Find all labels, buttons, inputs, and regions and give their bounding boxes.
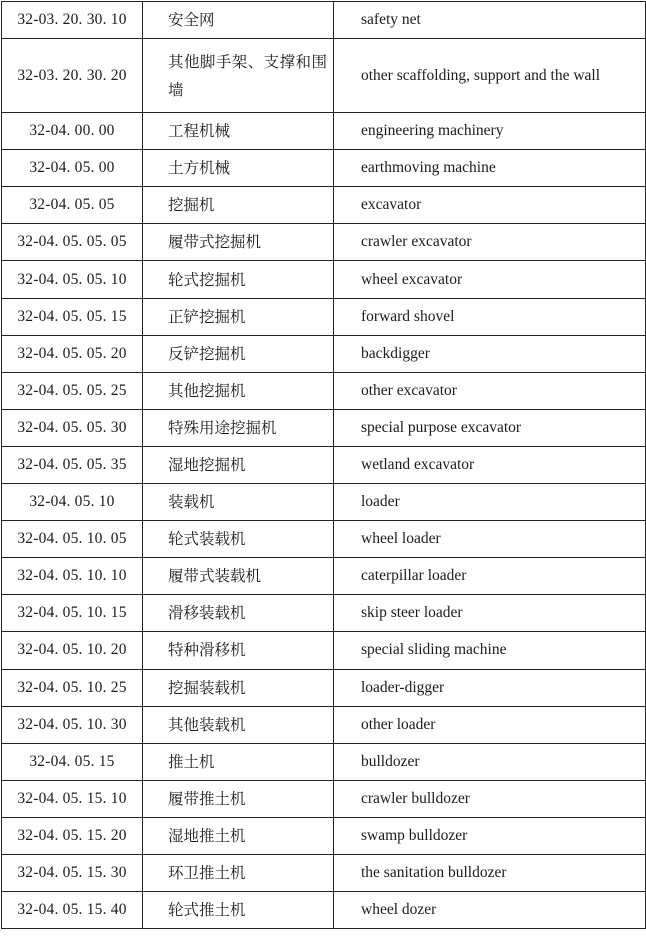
- english-term-cell: safety net: [334, 2, 646, 39]
- chinese-term-cell: 特种滑移机: [143, 632, 334, 669]
- code-cell: 32-04. 05. 10. 30: [2, 706, 143, 743]
- table-row: [2, 409, 646, 446]
- english-term-cell: other excavator: [334, 372, 646, 409]
- english-term-cell: special purpose excavator: [334, 409, 646, 446]
- table-row: [2, 224, 646, 261]
- table-row: [2, 743, 646, 780]
- table-row: [2, 2, 646, 39]
- code-cell: 32-04. 05. 10. 15: [2, 595, 143, 632]
- english-term-cell: other scaffolding, support and the wall: [334, 39, 646, 113]
- chinese-term-cell: 履带式挖掘机: [143, 224, 334, 261]
- table-row: [2, 706, 646, 743]
- code-cell: 32-03. 20. 30. 10: [2, 2, 143, 39]
- chinese-term-cell: 履带式装载机: [143, 558, 334, 595]
- english-term-cell: caterpillar loader: [334, 558, 646, 595]
- terms-table: [1, 1, 646, 929]
- table-row: [2, 817, 646, 854]
- chinese-term-cell: 反铲挖掘机: [143, 335, 334, 372]
- chinese-term-cell: 正铲挖掘机: [143, 298, 334, 335]
- english-term-cell: swamp bulldozer: [334, 817, 646, 854]
- table-row: [2, 484, 646, 521]
- english-term-cell: engineering machinery: [334, 113, 646, 150]
- english-term-cell: other loader: [334, 706, 646, 743]
- code-cell: 32-04. 05. 05. 25: [2, 372, 143, 409]
- english-term-cell: wheel loader: [334, 521, 646, 558]
- code-cell: 32-04. 05. 15. 20: [2, 817, 143, 854]
- english-term-cell: backdigger: [334, 335, 646, 372]
- code-cell: 32-04. 05. 10. 05: [2, 521, 143, 558]
- chinese-term-cell: 履带推土机: [143, 780, 334, 817]
- chinese-term-cell: 环卫推土机: [143, 854, 334, 891]
- chinese-term-cell: 装载机: [143, 484, 334, 521]
- english-term-cell: wetland excavator: [334, 446, 646, 483]
- english-term-cell: forward shovel: [334, 298, 646, 335]
- code-cell: 32-04. 05. 00: [2, 150, 143, 187]
- table-row: [2, 780, 646, 817]
- table-row: [2, 335, 646, 372]
- english-term-cell: wheel dozer: [334, 892, 646, 929]
- code-cell: 32-04. 05. 15. 30: [2, 854, 143, 891]
- chinese-term-cell: 挖掘装载机: [143, 669, 334, 706]
- chinese-term-cell: 轮式推土机: [143, 892, 334, 929]
- code-cell: 32-04. 05. 15: [2, 743, 143, 780]
- code-cell: 32-04. 05. 05. 20: [2, 335, 143, 372]
- table-row: [2, 113, 646, 150]
- chinese-term-cell: 其他挖掘机: [143, 372, 334, 409]
- code-cell: 32-04. 05. 10: [2, 484, 143, 521]
- table-row: [2, 39, 646, 113]
- english-term-cell: skip steer loader: [334, 595, 646, 632]
- code-cell: 32-04. 05. 05. 15: [2, 298, 143, 335]
- english-term-cell: the sanitation bulldozer: [334, 854, 646, 891]
- english-term-cell: loader: [334, 484, 646, 521]
- code-cell: 32-04. 05. 10. 25: [2, 669, 143, 706]
- table-row: [2, 854, 646, 891]
- chinese-term-cell: 其他装载机: [143, 706, 334, 743]
- table-row: [2, 558, 646, 595]
- english-term-cell: loader-digger: [334, 669, 646, 706]
- table-row: [2, 595, 646, 632]
- code-cell: 32-04. 05. 10. 10: [2, 558, 143, 595]
- code-cell: 32-03. 20. 30. 20: [2, 39, 143, 113]
- chinese-term-cell: 安全网: [143, 2, 334, 39]
- english-term-cell: crawler excavator: [334, 224, 646, 261]
- english-term-cell: earthmoving machine: [334, 150, 646, 187]
- table-row: [2, 632, 646, 669]
- code-cell: 32-04. 00. 00: [2, 113, 143, 150]
- code-cell: 32-04. 05. 05. 05: [2, 224, 143, 261]
- code-cell: 32-04. 05. 05. 30: [2, 409, 143, 446]
- code-cell: 32-04. 05. 05. 10: [2, 261, 143, 298]
- chinese-term-cell: 轮式挖掘机: [143, 261, 334, 298]
- table-row: [2, 372, 646, 409]
- code-cell: 32-04. 05. 05: [2, 187, 143, 224]
- table-row: [2, 669, 646, 706]
- table-row: [2, 521, 646, 558]
- chinese-term-cell: 滑移装载机: [143, 595, 334, 632]
- chinese-term-cell: 推土机: [143, 743, 334, 780]
- table-row: [2, 150, 646, 187]
- code-cell: 32-04. 05. 15. 40: [2, 892, 143, 929]
- code-cell: 32-04. 05. 10. 20: [2, 632, 143, 669]
- chinese-term-cell: 工程机械: [143, 113, 334, 150]
- chinese-term-cell: 其他脚手架、支撑和围墙: [143, 39, 334, 113]
- english-term-cell: bulldozer: [334, 743, 646, 780]
- english-term-cell: special sliding machine: [334, 632, 646, 669]
- code-cell: 32-04. 05. 15. 10: [2, 780, 143, 817]
- english-term-cell: excavator: [334, 187, 646, 224]
- chinese-term-cell: 特殊用途挖掘机: [143, 409, 334, 446]
- chinese-term-cell: 土方机械: [143, 150, 334, 187]
- chinese-term-cell: 挖掘机: [143, 187, 334, 224]
- english-term-cell: wheel excavator: [334, 261, 646, 298]
- code-cell: 32-04. 05. 05. 35: [2, 446, 143, 483]
- table-row: [2, 298, 646, 335]
- table-row: [2, 892, 646, 929]
- table-row: [2, 261, 646, 298]
- chinese-term-cell: 轮式装载机: [143, 521, 334, 558]
- chinese-term-cell: 湿地挖掘机: [143, 446, 334, 483]
- english-term-cell: crawler bulldozer: [334, 780, 646, 817]
- table-row: [2, 187, 646, 224]
- table-row: [2, 446, 646, 483]
- terms-table-body: [2, 2, 646, 929]
- chinese-term-cell: 湿地推土机: [143, 817, 334, 854]
